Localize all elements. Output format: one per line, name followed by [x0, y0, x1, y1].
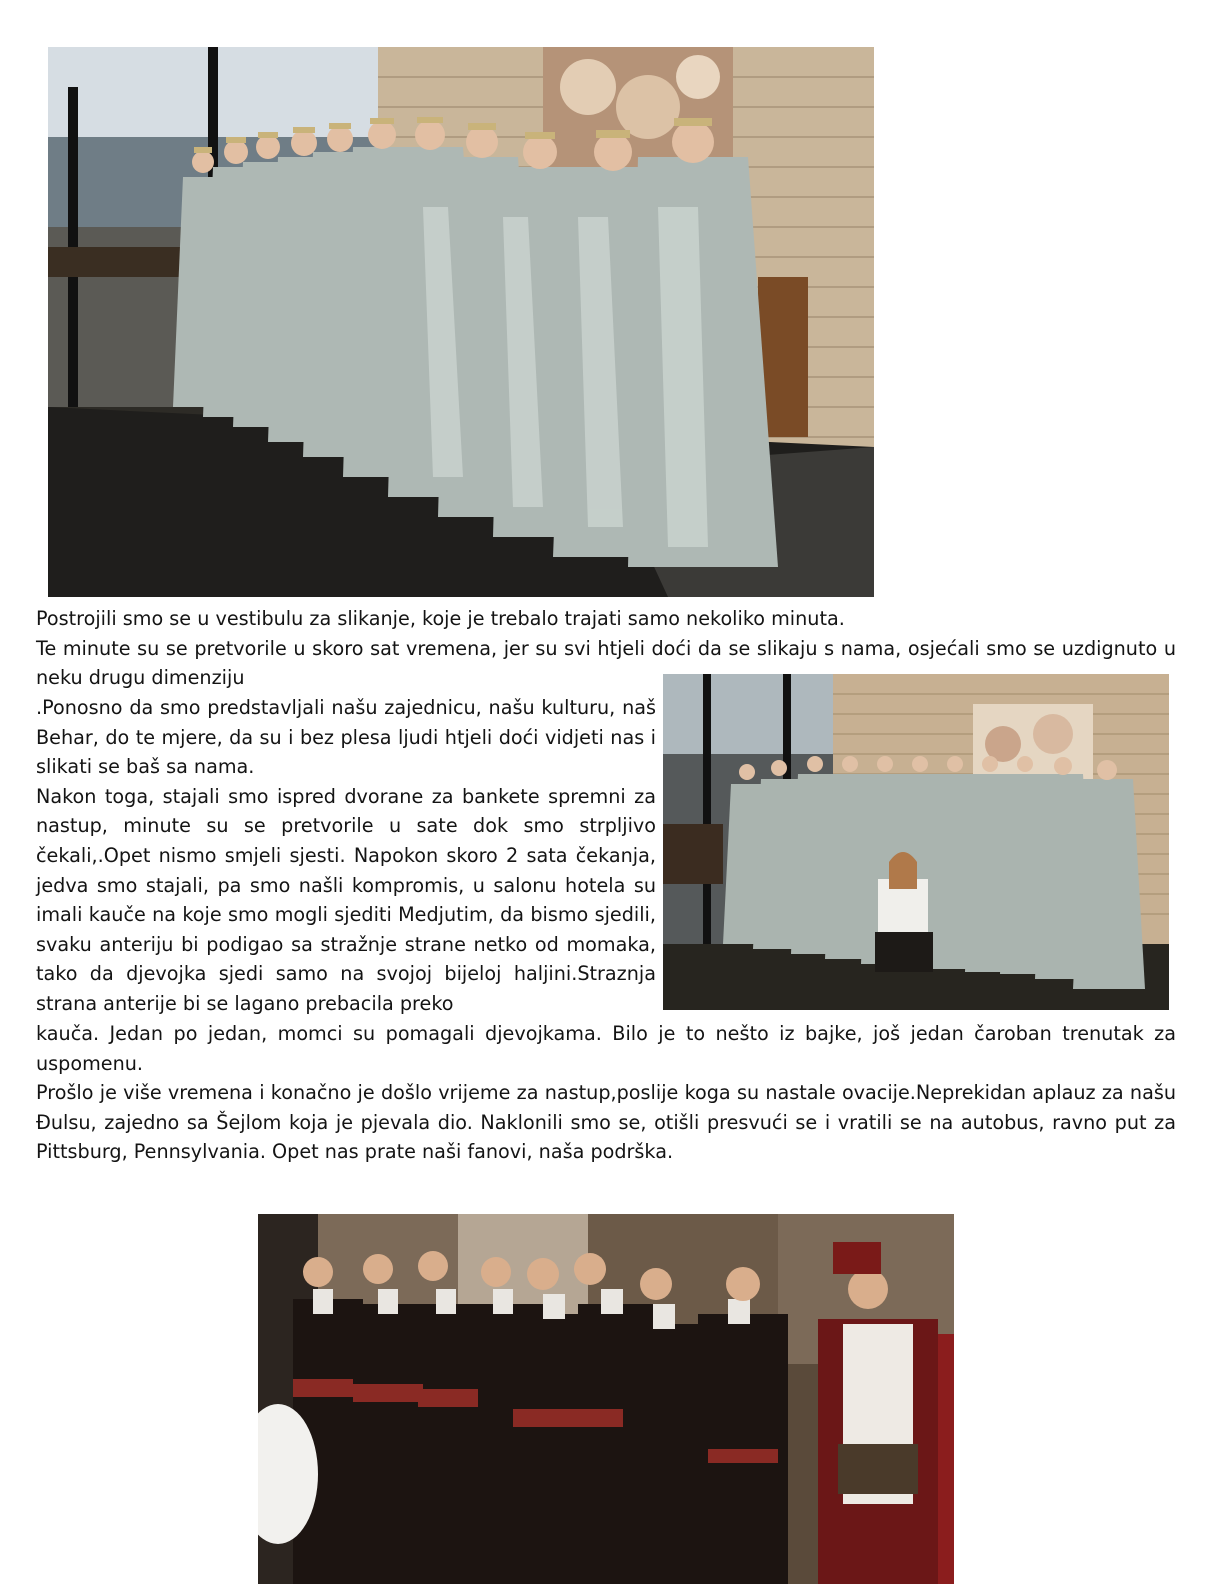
- article-text-bottom: [36, 1019, 1176, 1167]
- article-paragraph-5: Prošlo je više vremena i konačno je došlo vrijeme za nastup,poslije koga su nastale ovacije.Neprekidan aplauz za našu Đulsu, zajedno sa Šejlom koja je pjevala dio. Naklonili smo se, otišli presvući se i vratili se na autobus, ravno put za Pittsburg, Pennsylvania. Opet nas prate naši fanovi, naša podrška.: [36, 1081, 1176, 1164]
- article-paragraph-4-continued: kauča. Jedan po jedan, momci su pomagali djevojkama. Bilo je to nešto iz bajke, još jedan čaroban trenutak za uspomenu.: [36, 1022, 1176, 1075]
- article-text-wrapped: [36, 693, 656, 1019]
- photo-male-dancers: [258, 1214, 954, 1584]
- article-paragraph-3: .Ponosno da smo predstavljali našu zajednicu, našu kulturu, naš Behar, do te mjere, da su i bez plesa ljudi htjeli doći vidjeti nas i slikati se baš sa nama.: [36, 696, 656, 779]
- article-line-1: Postrojili smo se u vestibulu za slikanje, koje je trebalo trajati samo nekoliko minuta.: [36, 607, 845, 630]
- article-paragraph-4: Nakon toga, stajali smo ispred dvorane za bankete spremni za nastup, minute su se pretvorile u sate dok smo strpljivo čekali,.Opet nismo smjeli sjesti. Napokon skoro 2 sata čekanja, jedva smo stajali, pa smo našli kompromis, u salonu hotela su imali kauče na koje smo mogli sjediti Medjutim, da bismo sjedili, svaku anteriju bi podigao sa stražnje strane netko od momaka, tako da djevojka sjedi samo na svojoj bijeloj haljini.Straznja strana anterije bi se lagano prebacila preko: [36, 784, 656, 1015]
- photo-group-with-guest: [663, 674, 1169, 1010]
- article-paragraph-2: Te minute su se pretvorile u skoro sat vremena, jer su svi htjeli doći da se slikaju s nama, osjećali smo se uzdignuto u neku drugu dimenziju: [36, 636, 1176, 690]
- photo-dancers-vestibule: [48, 47, 874, 597]
